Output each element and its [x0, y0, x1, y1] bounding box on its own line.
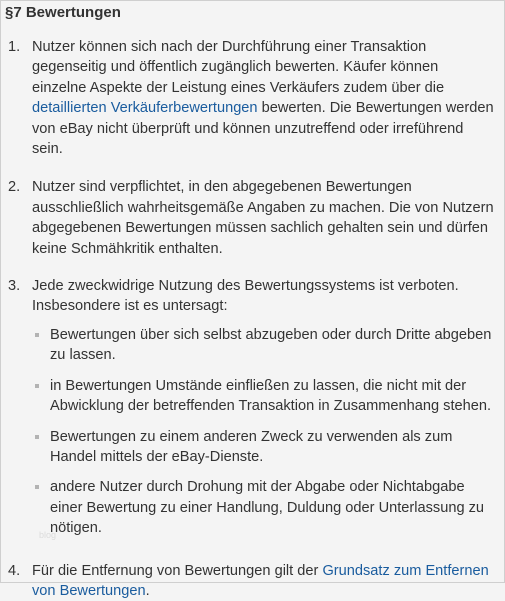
bullet-item — [32, 477, 496, 538]
bullet-square-icon — [35, 333, 39, 337]
detailed-seller-ratings-link[interactable]: detaillierten Verkäuferbewertungen — [32, 100, 258, 117]
bullet-square-icon — [35, 435, 39, 439]
list-item-4 — [1, 561, 504, 601]
item-number: 4. — [8, 562, 21, 579]
item-text: Nutzer sind verpflichtet, in den abgegebenen Bewertungen ausschließlich wahrheitsgemäße Angaben zu machen. Die von Nutzern abgegebenen Bewertungen müssen sachlich gehalten sein und dürfen keine Schmähkritik enthalten. — [32, 179, 494, 257]
bullet-text: in Bewertungen Umstände einfließen zu lassen, die nicht mit der Abwicklung der betreffenden Transaktion in Zusammenhang stehen. — [50, 377, 492, 415]
item-text-start: Nutzer können sich nach der Durchführung einer Transaktion gegenseitig und öffentlich zugänglich bewerten. Käufer können einzelne Aspekte der Leistung eines Verkäufers zudem über die — [32, 39, 445, 96]
section-heading: §7 Bewertungen — [5, 4, 121, 21]
bullet-item — [32, 376, 496, 417]
prohibited-uses-list — [32, 325, 496, 539]
bullet-text: andere Nutzer durch Drohung mit der Abgabe oder Nichtabgabe einer Bewertung zu einer Handlung, Duldung oder Unterlassung zu nötigen. — [50, 479, 485, 537]
list-item-1 — [1, 37, 504, 159]
bullet-text: Bewertungen zu einem anderen Zweck zu verwenden als zum Handel mittels der eBay-Dienste. — [50, 428, 453, 465]
bullet-item — [32, 325, 496, 366]
removal-policy-link[interactable]: Grundsatz zum Entfernen von Bewertungen — [32, 562, 489, 599]
bullet-square-icon — [35, 384, 39, 388]
list-item-2 — [1, 177, 504, 259]
item-text: Jede zweckwidrige Nutzung des Bewertungssystems ist verboten. Insbesondere ist es untersagt: — [32, 278, 459, 315]
numbered-list — [1, 37, 504, 601]
item-text-end: bewerten. Die Bewertungen werden von eBay nicht überprüft und können unzutreffend oder irreführend sein. — [32, 100, 494, 158]
bullet-item — [32, 427, 496, 468]
item-number: 2. — [8, 179, 21, 196]
item-text-start: Für die Entfernung von Bewertungen gilt der — [32, 562, 323, 579]
item-number: 3. — [8, 278, 21, 295]
item-number: 1. — [8, 39, 21, 55]
watermark: blog — [39, 530, 57, 540]
item-text-end: . — [145, 582, 150, 599]
list-item-3 — [1, 276, 504, 538]
bullet-square-icon — [35, 485, 39, 489]
bullet-text: Bewertungen über sich selbst abzugeben oder durch Dritte abgeben zu lassen. — [50, 326, 492, 364]
